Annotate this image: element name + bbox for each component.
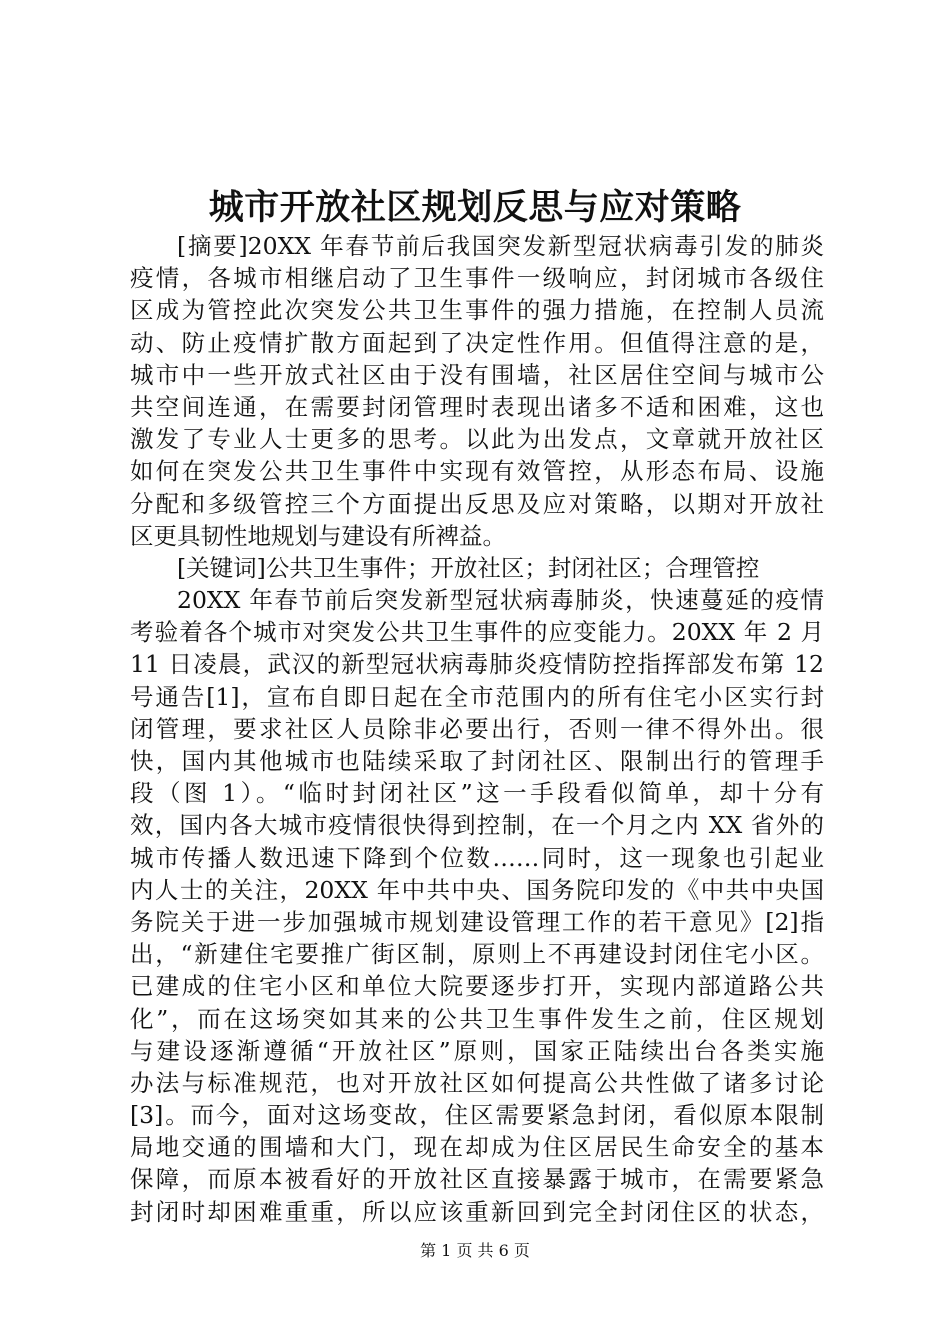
- body-line: 已建成的住宅小区和单位大院要逐步打开，实现内部道路公共: [130, 972, 824, 1001]
- body-line: 考验着各个城市对突发公共卫生事件的应变能力。20XX 年 2 月: [130, 618, 824, 647]
- body-line: 封闭时却困难重重，所以应该重新回到完全封闭住区的状态，: [130, 1197, 824, 1226]
- body-line: 段（图 1）。“临时封闭社区”这一手段看似简单，却十分有: [130, 779, 824, 808]
- body-line: 效，国内各大城市疫情很快得到控制，在一个月之内 XX 省外的: [130, 811, 824, 840]
- abstract-line: 区成为管控此次突发公共卫生事件的强力措施，在控制人员流: [130, 296, 824, 325]
- body-line: [3]。而今，面对这场变故，住区需要紧急封闭，看似原本限制: [130, 1101, 824, 1130]
- body-line: 闭管理，要求社区人员除非必要出行，否则一律不得外出。很: [130, 714, 824, 743]
- body-line: 局地交通的围墙和大门，现在却成为住区居民生命安全的基本: [130, 1133, 824, 1162]
- abstract-line: 分配和多级管控三个方面提出反思及应对策略，以期对开放社: [130, 489, 824, 518]
- abstract-line: [摘要]20XX 年春节前后我国突发新型冠状病毒引发的肺炎: [177, 232, 824, 260]
- body-line: 20XX 年春节前后突发新型冠状病毒肺炎，快速蔓延的疫情: [177, 586, 824, 615]
- document-body: [130, 230, 824, 1228]
- abstract-line: 区更具韧性地规划与建设有所裨益。: [130, 521, 506, 550]
- abstract-line: 动、防止疫情扩散方面起到了决定性作用。但值得注意的是，: [130, 328, 824, 357]
- body-line: 保障，而原本被看好的开放社区直接暴露于城市，在需要紧急: [130, 1165, 824, 1194]
- page-footer: 第 1 页 共 6 页: [420, 1241, 530, 1260]
- page-title: 城市开放社区规划反思与应对策略: [208, 187, 742, 228]
- abstract-line: 疫情，各城市相继启动了卫生事件一级响应，封闭城市各级住: [130, 264, 824, 293]
- abstract-line: 共空间连通，在需要封闭管理时表现出诸多不适和困难，这也: [130, 392, 824, 421]
- abstract-line: 激发了专业人士更多的思考。以此为出发点，文章就开放社区: [130, 425, 824, 454]
- body-line: 内人士的关注，20XX 年中共中央、国务院印发的《中共中央国: [130, 875, 824, 904]
- body-line: 快，国内其他城市也陆续采取了封闭社区、限制出行的管理手: [130, 747, 824, 775]
- body-line: 务院关于进一步加强城市规划建设管理工作的若干意见》[2]指: [130, 907, 824, 936]
- body-line: 化”，而在这场突如其来的公共卫生事件发生之前，住区规划: [130, 1004, 824, 1033]
- abstract-line: 如何在突发公共卫生事件中实现有效管控，从形态布局、设施: [130, 457, 824, 486]
- body-line: 号通告[1]，宣布自即日起在全市范围内的所有住宅小区实行封: [130, 682, 824, 711]
- keywords-line: [关键词]公共卫生事件；开放社区；封闭社区；合理管控: [177, 553, 760, 582]
- body-line: 出，“新建住宅要推广街区制，原则上不再建设封闭住宅小区。: [130, 940, 824, 969]
- body-line: 11 日凌晨，武汉的新型冠状病毒肺炎疫情防控指挥部发布第 12: [130, 650, 824, 679]
- body-line: 办法与标准规范，也对开放社区如何提高公共性做了诸多讨论: [130, 1068, 824, 1097]
- body-line: 与建设逐渐遵循“开放社区”原则，国家正陆续出台各类实施: [130, 1036, 824, 1065]
- body-line: 城市传播人数迅速下降到个位数……同时，这一现象也引起业: [130, 843, 824, 872]
- abstract-line: 城市中一些开放式社区由于没有围墙，社区居住空间与城市公: [130, 360, 824, 389]
